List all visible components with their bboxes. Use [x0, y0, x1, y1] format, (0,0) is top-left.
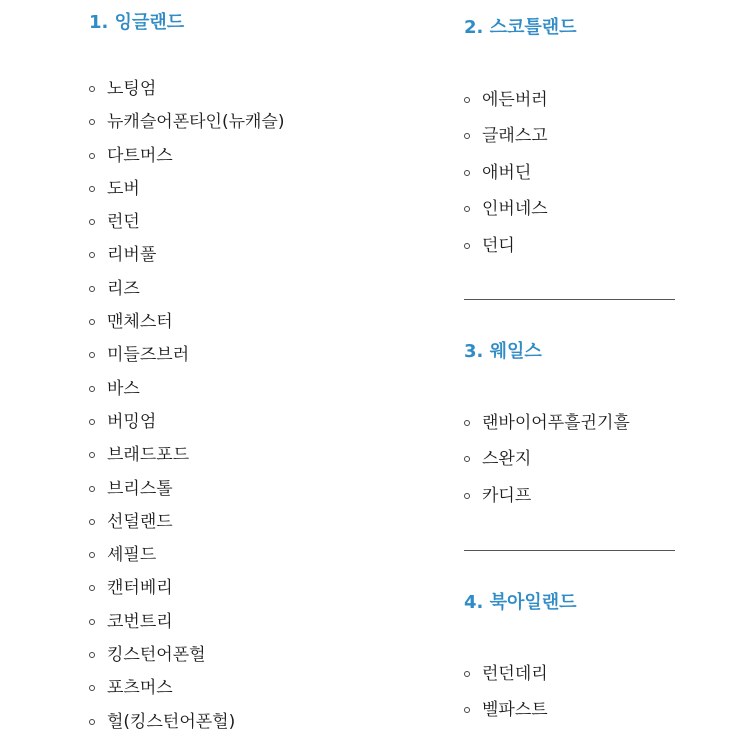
list-item: 미들즈브러	[89, 344, 284, 377]
section-heading-northern-ireland: 4. 북아일랜드	[464, 592, 577, 613]
section-heading-wales: 3. 웨일스	[464, 341, 542, 362]
city-list-england	[89, 78, 284, 744]
city-list-northern-ireland	[464, 663, 548, 736]
list-item: 에든버러	[464, 89, 548, 125]
list-item: 맨체스터	[89, 311, 284, 344]
list-item: 글래스고	[464, 125, 548, 161]
bullet-icon	[89, 286, 95, 292]
bullet-icon	[464, 707, 470, 713]
list-item: 애버딘	[464, 162, 548, 198]
bullet-icon	[464, 97, 470, 103]
bullet-icon	[89, 153, 95, 159]
list-item: 브리스톨	[89, 478, 284, 511]
bullet-icon	[89, 186, 95, 192]
list-item: 도버	[89, 178, 284, 211]
section-divider	[464, 299, 675, 300]
list-item: 스완지	[464, 448, 630, 484]
bullet-icon	[464, 170, 470, 176]
city-list-wales	[464, 412, 630, 521]
list-item: 포츠머스	[89, 677, 284, 710]
list-item: 버밍엄	[89, 411, 284, 444]
bullet-icon	[89, 119, 95, 125]
bullet-icon	[89, 519, 95, 525]
bullet-icon	[464, 671, 470, 677]
bullet-icon	[89, 652, 95, 658]
bullet-icon	[89, 419, 95, 425]
bullet-icon	[464, 243, 470, 249]
bullet-icon	[89, 352, 95, 358]
bullet-icon	[89, 452, 95, 458]
list-item: 헐(킹스턴어폰헐)	[89, 711, 284, 744]
bullet-icon	[89, 719, 95, 725]
list-item: 던디	[464, 235, 548, 271]
bullet-icon	[89, 685, 95, 691]
bullet-icon	[89, 585, 95, 591]
list-item: 벨파스트	[464, 699, 548, 735]
city-list-scotland	[464, 89, 548, 271]
bullet-icon	[464, 420, 470, 426]
bullet-icon	[89, 619, 95, 625]
list-item: 인버네스	[464, 198, 548, 234]
bullet-icon	[89, 552, 95, 558]
list-item: 셰필드	[89, 544, 284, 577]
bullet-icon	[89, 86, 95, 92]
bullet-icon	[464, 206, 470, 212]
bullet-icon	[464, 456, 470, 462]
bullet-icon	[89, 386, 95, 392]
list-item: 노팅엄	[89, 78, 284, 111]
section-heading-scotland: 2. 스코틀랜드	[464, 17, 577, 38]
section-heading-england: 1. 잉글랜드	[89, 12, 185, 33]
section-divider	[464, 550, 675, 551]
list-item: 코번트리	[89, 611, 284, 644]
bullet-icon	[464, 133, 470, 139]
list-item: 뉴캐슬어폰타인(뉴캐슬)	[89, 111, 284, 144]
list-item: 런던데리	[464, 663, 548, 699]
list-item: 브래드포드	[89, 444, 284, 477]
bullet-icon	[89, 486, 95, 492]
list-item: 바스	[89, 378, 284, 411]
list-item: 리버풀	[89, 244, 284, 277]
list-item: 런던	[89, 211, 284, 244]
list-item: 카디프	[464, 485, 630, 521]
list-item: 선덜랜드	[89, 511, 284, 544]
list-item: 캔터베리	[89, 577, 284, 610]
list-item: 리즈	[89, 278, 284, 311]
bullet-icon	[89, 319, 95, 325]
bullet-icon	[89, 219, 95, 225]
bullet-icon	[464, 493, 470, 499]
list-item: 킹스턴어폰헐	[89, 644, 284, 677]
list-item: 랜바이어푸흘귄기흘	[464, 412, 630, 448]
bullet-icon	[89, 252, 95, 258]
list-item: 다트머스	[89, 145, 284, 178]
